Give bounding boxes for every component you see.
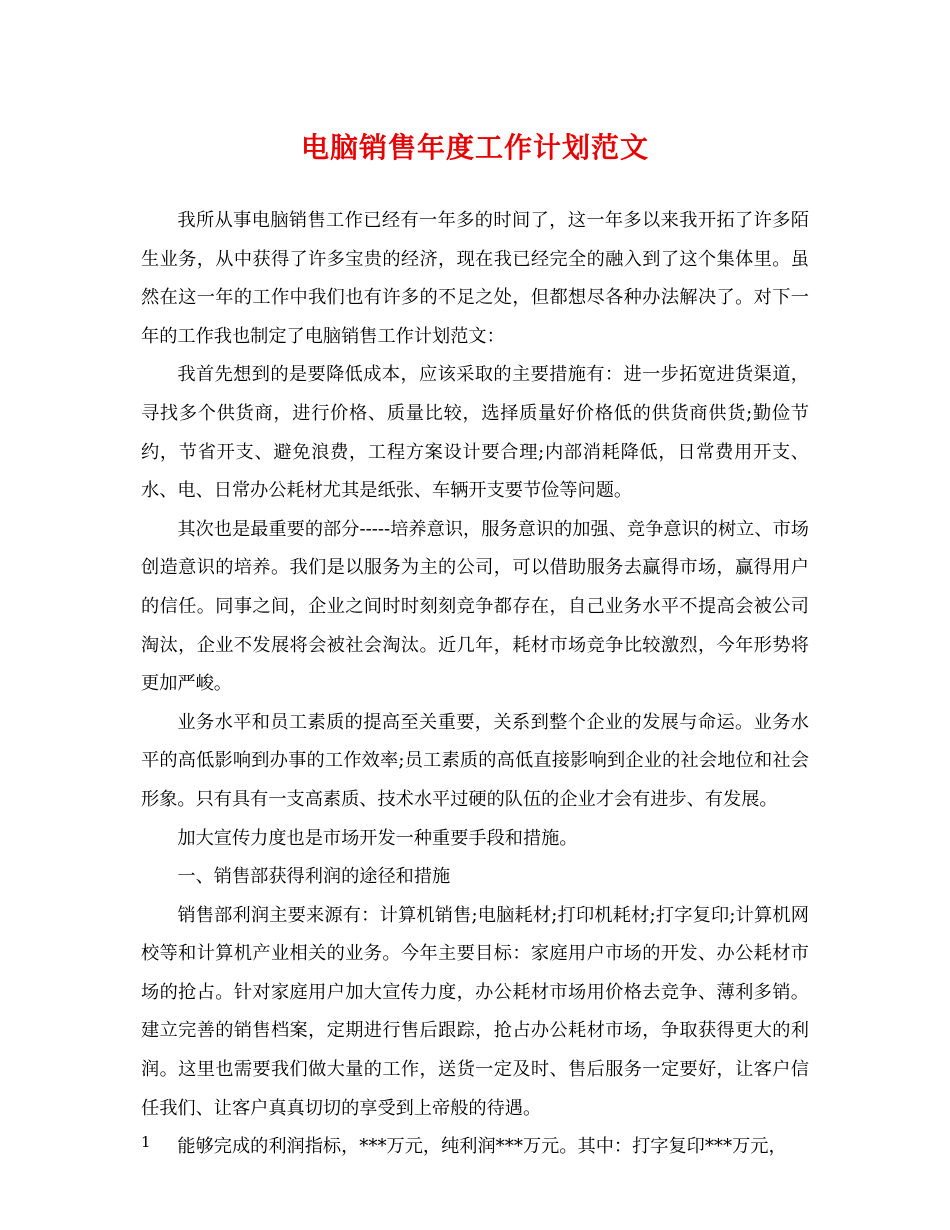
- paragraph: 我所从事电脑销售工作已经有一年多的时间了，这一年多以来我开拓了许多陌生业务，从中获得了许多宝贵的经济，现在我已经完全的融入到了这个集体里。虽然在这一年的工作中我们也有许多的不足之处，但都想尽各种办法解决了。对下一年的工作我也制定了电脑销售工作计划范文：: [141, 210, 809, 347]
- paragraph: 其次也是最重要的部分-----培养意识，服务意识的加强、竞争意识的树立、市场创造意识的培养。我们是以服务为主的公司，可以借助服务去赢得市场，赢得用户的信任。同事之间，企业之间时时刻刻竞争都存在，自己业务水平不提高会被公司淘汰，企业不发展将会被社会淘汰。近几年，耗材市场竞争比较激烈，今年形势将更加严峻。: [141, 518, 809, 695]
- section-heading: 一、销售部获得利润的途径和措施: [177, 866, 451, 888]
- paragraph: 加大宣传力度也是市场开发一种重要手段和措施。: [177, 827, 578, 849]
- document-title: 电脑销售年度工作计划范文: [300, 131, 649, 164]
- page-number: 1: [141, 1133, 151, 1151]
- paragraph: 我首先想到的是要降低成本，应该采取的主要措施有：进一步拓宽进货渠道，寻找多个供货商，进行价格、质量比较，选择质量好价格低的供货商供货;勤俭节约，节省开支、避免浪费，工程方案设计要合理;内部消耗降低，日常费用开支、水、电、日常办公耗材尤其是纸张、车辆开支要节俭等问题。: [141, 364, 809, 502]
- document-body: [141, 202, 809, 1167]
- paragraph: 能够完成的利润指标，***万元，纯利润***万元。其中：打字复印***万元，: [177, 1136, 787, 1158]
- paragraph: 业务水平和员工素质的提高至关重要，关系到整个企业的发展与命运。业务水平的高低影响到办事的工作效率;员工素质的高低直接影响到企业的社会地位和社会形象。只有具有一支高素质、技术水平过硬的队伍的企业才会有进步、有发展。: [141, 711, 809, 810]
- paragraph: 销售部利润主要来源有：计算机销售;电脑耗材;打印机耗材;打字复印;计算机网校等和计算机产业相关的业务。今年主要目标：家庭用户市场的开发、办公耗材市场的抢占。针对家庭用户加大宣传力度，办公耗材市场用价格去竞争、薄利多销。建立完善的销售档案，定期进行售后跟踪，抢占办公耗材市场，争取获得更大的利润。这里也需要我们做大量的工作，送货一定及时、售后服务一定要好，让客户信任我们、让客户真真切切的享受到上帝般的待遇。: [141, 904, 809, 1119]
